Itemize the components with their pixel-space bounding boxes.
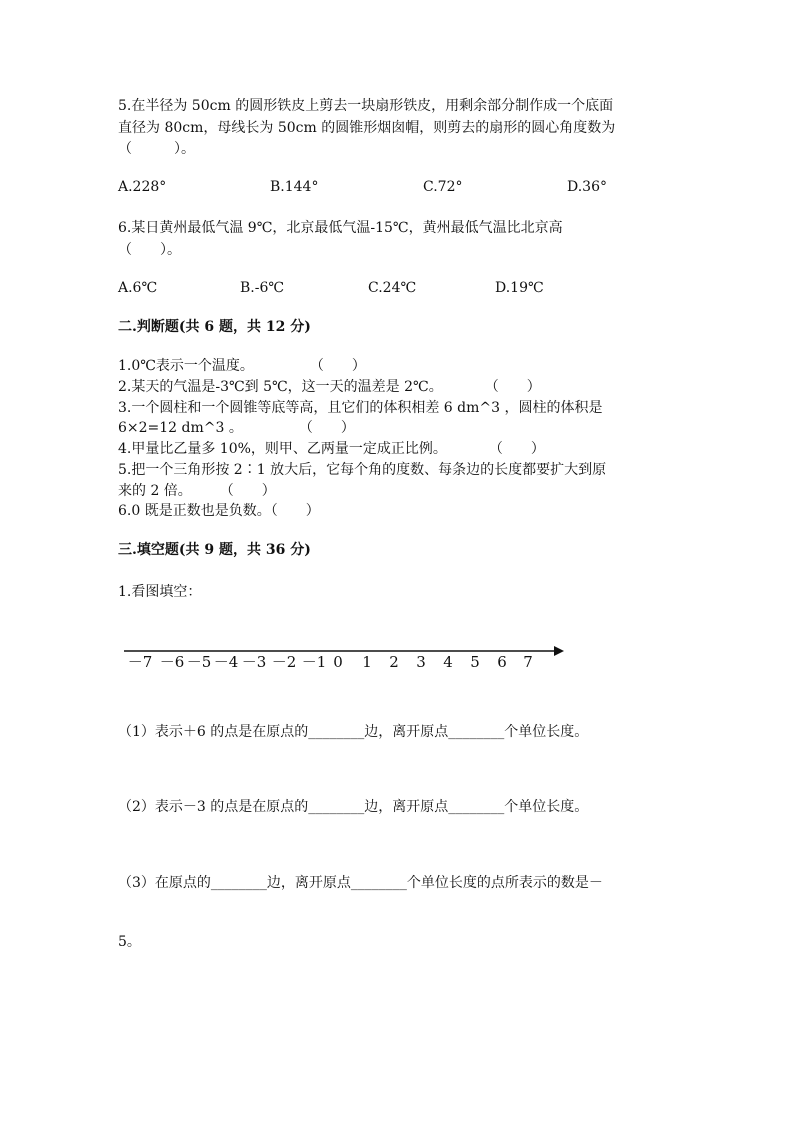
number-line-label: －3 — [241, 653, 267, 671]
section-fill-title: 三.填空题(共 9 题，共 36 分) — [118, 542, 311, 558]
number-line-label: 3 — [416, 653, 426, 671]
q6-option-d: D.19℃ — [495, 280, 544, 296]
q5-line1: 5.在半径为 50cm 的圆形铁皮上剪去一块扇形铁皮，用剩余部分制作成一个底面 — [118, 98, 614, 114]
number-line-label: －6 — [159, 653, 185, 671]
number-line-label: －1 — [301, 653, 327, 671]
fill-sub3-cont: 5。 — [118, 934, 141, 950]
number-line-label: 1 — [362, 653, 372, 671]
number-line-label: －4 — [213, 653, 239, 671]
number-line-label: －7 — [127, 653, 153, 671]
q6-option-b: B.-6℃ — [240, 280, 285, 296]
judge-line-2: 2.某天的气温是-3℃到 5℃，这一天的温差是 2℃。 （ ） — [118, 379, 541, 395]
q5-option-b: B.144° — [270, 179, 319, 195]
q6-line1: 6.某日黄州最低气温 9℃，北京最低气温-15℃，黄州最低气温比北京高 — [118, 220, 563, 236]
number-line-label: －5 — [186, 653, 212, 671]
judge-line-1: 1.0℃表示一个温度。 （ ） — [118, 358, 366, 374]
number-line-diagram — [118, 640, 578, 680]
number-line-arrow-icon — [554, 646, 564, 656]
judge-line-3: 3.一个圆柱和一个圆锥等底等高，且它们的体积相差 6 dm^3 ，圆柱的体积是 — [118, 400, 603, 416]
judge-line-5: 4.甲量比乙量多 10%，则甲、乙两量一定成正比例。 （ ） — [118, 441, 545, 457]
number-line-label: －2 — [271, 653, 297, 671]
q5-line3: （ ）。 — [118, 141, 195, 157]
number-line-label: 4 — [443, 653, 453, 671]
judge-line-8: 6.0 既是正数也是负数。（ ） — [118, 503, 320, 519]
number-line-label: 0 — [333, 653, 343, 671]
judge-line-7: 来的 2 倍。 （ ） — [118, 483, 276, 499]
number-line-label: 6 — [497, 653, 507, 671]
q6-line2: （ ）。 — [118, 242, 181, 258]
q5-line2: 直径为 80cm，母线长为 50cm 的圆锥形烟囱帽，则剪去的扇形的圆心角度数为 — [118, 120, 616, 136]
q5-option-a: A.228° — [118, 179, 167, 195]
fill-q1-label: 1.看图填空： — [118, 584, 202, 600]
number-line-label: 7 — [523, 653, 533, 671]
q6-option-c: C.24℃ — [368, 280, 417, 296]
section-judge-title: 二.判断题(共 6 题，共 12 分) — [118, 319, 311, 335]
fill-sub2: （2）表示－3 的点是在原点的________边，离开原点________个单位长度。 — [118, 799, 589, 815]
number-line-labels — [128, 653, 533, 671]
q5-option-c: C.72° — [423, 179, 463, 195]
fill-sub3: （3）在原点的________边，离开原点________个单位长度的点所表示的数是－ — [118, 875, 603, 891]
number-line-label: 2 — [389, 653, 399, 671]
judge-line-6: 5.把一个三角形按 2∶1 放大后，它每个角的度数、每条边的长度都要扩大到原 — [118, 462, 607, 478]
q5-option-d: D.36° — [567, 179, 607, 195]
q6-option-a: A.6℃ — [118, 280, 158, 296]
fill-sub1: （1）表示＋6 的点是在原点的________边，离开原点________个单位长度。 — [118, 724, 589, 740]
judge-line-4: 6×2=12 dm^3 。 （ ） — [118, 420, 355, 436]
number-line-label: 5 — [470, 653, 480, 671]
